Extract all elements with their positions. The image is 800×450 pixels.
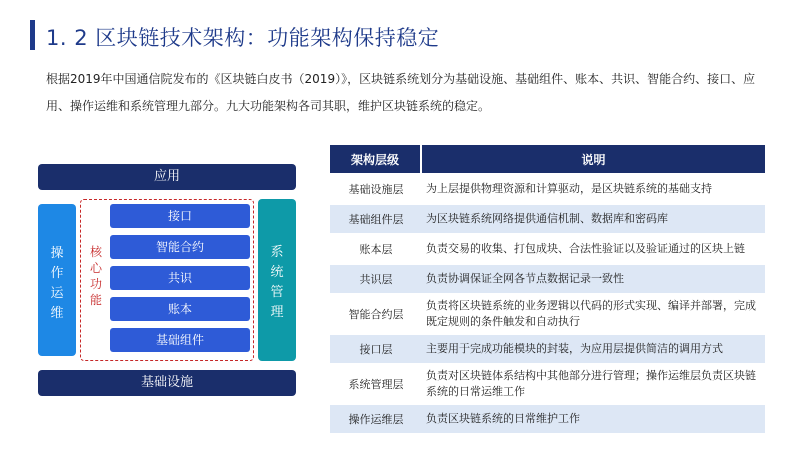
side-system-management [258, 199, 296, 361]
row-level: 基础设施层 [330, 175, 422, 203]
table-row [330, 335, 765, 363]
row-description: 主要用于完成功能模块的封装，为应用层提供简洁的调用方式 [422, 335, 765, 363]
row-description: 负责协调保证全网各节点数据记录一致性 [422, 265, 765, 293]
row-level: 基础组件层 [330, 205, 422, 233]
table-row [330, 365, 765, 403]
table-row [330, 175, 765, 203]
side-management-char: 理 [270, 305, 284, 320]
table-header-row [330, 145, 765, 173]
row-level: 账本层 [330, 235, 422, 263]
table-row [330, 405, 765, 433]
row-level: 接口层 [330, 335, 422, 363]
row-description: 负责将区块链系统的业务逻辑以代码的形式实现、编译并部署，完成既定规则的条件触发和自动执行 [422, 295, 765, 333]
side-management-char: 统 [270, 265, 284, 280]
table-row [330, 265, 765, 293]
slide-title: 1. 2 区块链技术架构：功能架构保持稳定 [46, 26, 440, 50]
table-row [330, 205, 765, 233]
row-description: 负责对区块链体系结构中其他部分进行管理；操作运维层负责区块链系统的日常运维工作 [422, 365, 765, 403]
side-operations-char: 作 [50, 266, 64, 281]
row-level: 系统管理层 [330, 365, 422, 403]
core-functions-label [88, 244, 104, 308]
core-label-char: 心 [89, 261, 102, 275]
side-management-char: 管 [270, 285, 284, 300]
table-row [330, 235, 765, 263]
core-label-char: 能 [89, 293, 102, 307]
core-label-char: 核 [89, 245, 102, 259]
row-description: 为上层提供物理资源和计算驱动，是区块链系统的基础支持 [422, 175, 765, 203]
layer-application: 应用 [38, 164, 296, 190]
title-accent-bar [30, 20, 35, 50]
layer-ledger: 账本 [110, 297, 250, 321]
row-description: 负责区块链系统的日常维护工作 [422, 405, 765, 433]
row-level: 操作运维层 [330, 405, 422, 433]
side-operations-char: 运 [50, 286, 64, 301]
layer-base-components: 基础组件 [110, 328, 250, 352]
side-operations [38, 204, 76, 356]
side-operations-char: 操 [50, 246, 64, 261]
layer-smart-contract: 智能合约 [110, 235, 250, 259]
side-management-char: 系 [270, 245, 284, 260]
core-label-char: 功 [89, 277, 102, 291]
row-description: 为区块链系统网络提供通信机制、数据库和密码库 [422, 205, 765, 233]
side-operations-char: 维 [50, 306, 64, 321]
row-level: 共识层 [330, 265, 422, 293]
intro-paragraph: 根据2019年中国通信院发布的《区块链白皮书（2019）》，区块链系统划分为基础设施、基础组件、账本、共识、智能合约、接口、应用、操作运维和系统管理九部分。九大功能架构各司其职，维护区块链系统的稳定。 [46, 72, 756, 113]
row-level: 智能合约层 [330, 295, 422, 333]
table-row [330, 295, 765, 333]
architecture-table [330, 143, 765, 435]
layer-infrastructure: 基础设施 [38, 370, 296, 396]
row-description: 负责交易的收集、打包成块、合法性验证以及验证通过的区块上链 [422, 235, 765, 263]
layer-interface: 接口 [110, 204, 250, 228]
header-level: 架构层级 [330, 145, 422, 173]
layer-consensus: 共识 [110, 266, 250, 290]
header-description: 说明 [422, 145, 765, 173]
